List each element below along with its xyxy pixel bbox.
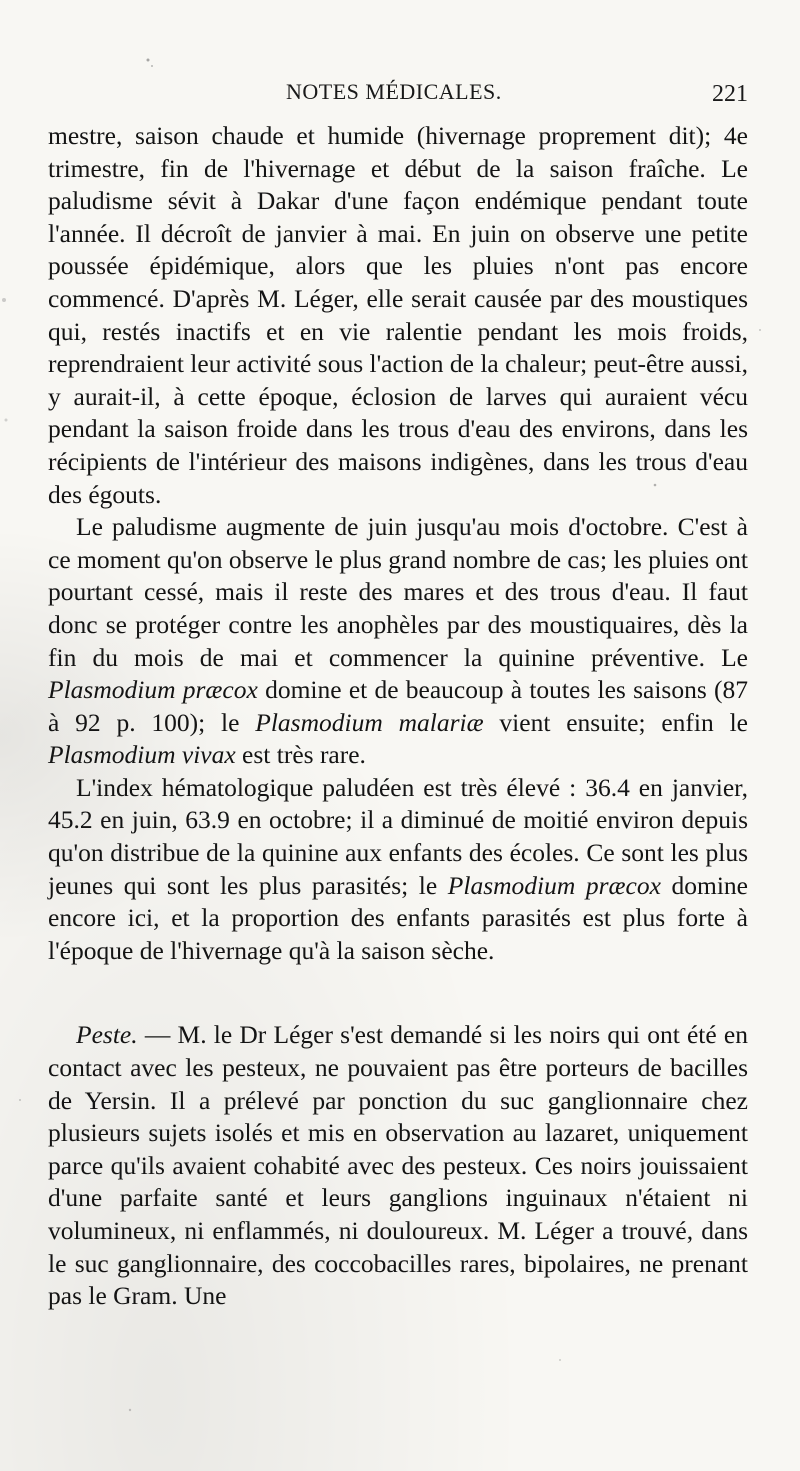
paragraph-3-text-1: L'index hématologique paludéen est très élevé : 36.4 en janvier, 45.2 en juin, 63.9 en octobre; il a diminué de moitié environ depuis qu'on distribue de la quinine aux enfants des écoles. Ce sont les plus jeunes qui sont les plus parasités; le [48,772,748,900]
page-header [48,79,748,111]
paragraph-2-italic-3: Plasmodium vivax [48,740,236,770]
paragraph-3 [48,772,748,968]
paragraph-2-text-3: vient ensuite; enfin le [483,707,748,737]
section-gap [48,967,748,1019]
running-head: NOTES MÉDICALES. [286,79,502,104]
paragraph-4 [48,1019,748,1312]
section-heading-peste: Peste. [76,1020,138,1050]
paragraph-4-text-1: — M. le Dr Léger s'est demandé si les noirs qui ont été en contact avec les pesteux, ne pouvaient pas être porteurs de bacilles de Yersin. Il a prélevé par ponction du suc ganglionnaire chez plusieurs sujets isolés et mis en observation au lazaret, uniquement parce qu'ils avaient cohabité avec des pesteux. Ces noirs jouissaient d'une parfaite santé et leurs ganglions inguinaux n'étaient ni volumineux, ni enflammés, ni douloureux. M. Léger a trouvé, dans le suc ganglionnaire, des coccobacilles rares, bipolaires, ne prenant pas le Gram. Une [48,1020,748,1311]
paragraph-2-text-2: domine et de beaucoup à toutes les saisons (87 à 92 p. 100); le [48,675,748,737]
paragraph-3-text-2: domine encore ici, et la proportion des enfants parasités est plus forte à l'époque de l'hivernage qu'à la saison sèche. [48,870,748,965]
paragraph-2-text-1: Le paludisme augmente de juin jusqu'au mois d'octobre. C'est à ce moment qu'on observe le plus grand nombre de cas; les pluies ont pourtant cessé, mais il reste des mares et des trous d'eau. Il faut donc se protéger contre les anophèles par des moustiquaires, dès la fin du mois de mai et commencer la quinine préventive. Le [48,512,749,672]
paragraph-2-italic-1: Plasmodium præcox [48,675,258,705]
page-number: 221 [712,81,748,107]
paragraph-2-italic-2: Plasmodium malariæ [255,707,484,737]
paragraph-2 [48,511,748,772]
paragraph-2-text-4: est très rare. [235,740,366,770]
paragraph-3-italic-1: Plasmodium præcox [447,870,661,900]
paragraph-1: mestre, saison chaude et humide (hivernage proprement dit); 4e trimestre, fin de l'hivernage et début de la saison fraîche. Le paludisme sévit à Dakar d'une façon endémique pendant toute l'année. Il décroît de janvier à mai. En juin on observe une petite poussée épidémique, alors que les pluies n'ont pas encore commencé. D'après M. Léger, elle serait causée par des moustiques qui, restés inactifs et en vie ralentie pendant les mois froids, reprendraient leur activité sous l'action de la chaleur; peut-être aussi, y aurait-il, à cette époque, éclosion de larves qui auraient vécu pendant la saison froide dans les trous d'eau des environs, dans les récipients de l'intérieur des maisons indigènes, dans les trous d'eau des égouts. [48,121,748,509]
body-text [48,120,748,1313]
